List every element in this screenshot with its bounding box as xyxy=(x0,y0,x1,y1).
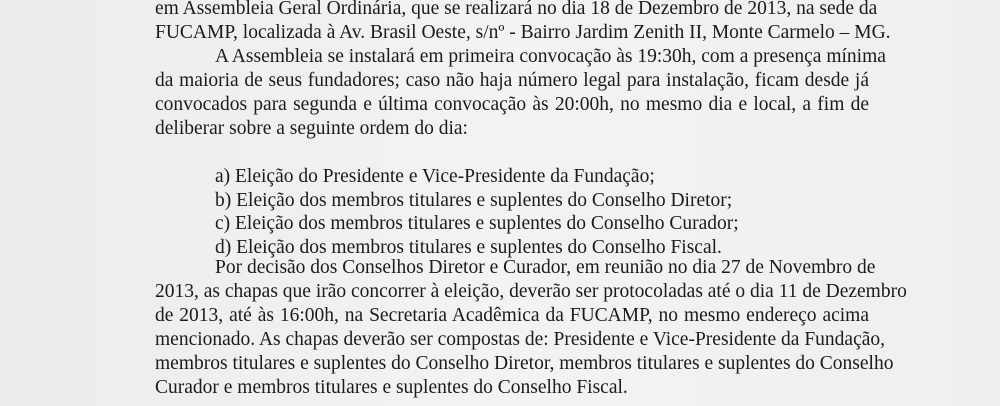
paragraph-1-line-1: em Assembleia Geral Ordinária, que se realizará no dia 18 de Dezembro de 2013, na sede da xyxy=(155,0,878,19)
paragraph-3-line-2: 2013, as chapas que irão concorrer à eleição, deverão ser protocoladas até o dia 11 de Dezembro xyxy=(155,281,907,302)
agenda-item-c: c) Eleição dos membros titulares e suplentes do Conselho Curador; xyxy=(215,213,739,234)
paragraph-1-line-2: FUCAMP, localizada à Av. Brasil Oeste, s/nº - Bairro Jardim Zenith II, Monte Carmelo – MG. xyxy=(155,22,891,43)
paragraph-2-line-2: da maioria de seus fundadores; caso não haja número legal para instalação, ficam desde já xyxy=(155,70,869,91)
paragraph-3-line-1: Por decisão dos Conselhos Diretor e Curador, em reunião no dia 27 de Novembro de xyxy=(215,257,876,278)
paragraph-3-line-3: de 2013, até às 16:00h, na Secretaria Acadêmica da FUCAMP, no mesmo endereço acima xyxy=(155,305,869,326)
paragraph-3-line-5: membros titulares e suplentes do Conselho Diretor, membros titulares e suplentes do Conselho xyxy=(155,353,894,374)
agenda-item-b: b) Eleição dos membros titulares e suplentes do Conselho Diretor; xyxy=(215,190,733,211)
paragraph-2-line-1: A Assembleia se instalará em primeira convocação às 19:30h, com a presença mínima xyxy=(215,46,886,67)
paragraph-2-line-4: deliberar sobre a seguinte ordem do dia: xyxy=(155,118,468,139)
paragraph-3-line-6: Curador e membros titulares e suplentes do Conselho Fiscal. xyxy=(155,377,628,398)
agenda-item-a: a) Eleição do Presidente e Vice-Presidente da Fundação; xyxy=(215,166,655,187)
paragraph-2-line-3: convocados para segunda e última convocação às 20:00h, no mesmo dia e local, a fim de xyxy=(155,94,869,115)
paragraph-3-line-4: mencionado. As chapas deverão ser compostas de: Presidente e Vice-Presidente da Fundação, xyxy=(155,329,886,350)
agenda-item-d: d) Eleição dos membros titulares e suplentes do Conselho Fiscal. xyxy=(215,237,722,258)
